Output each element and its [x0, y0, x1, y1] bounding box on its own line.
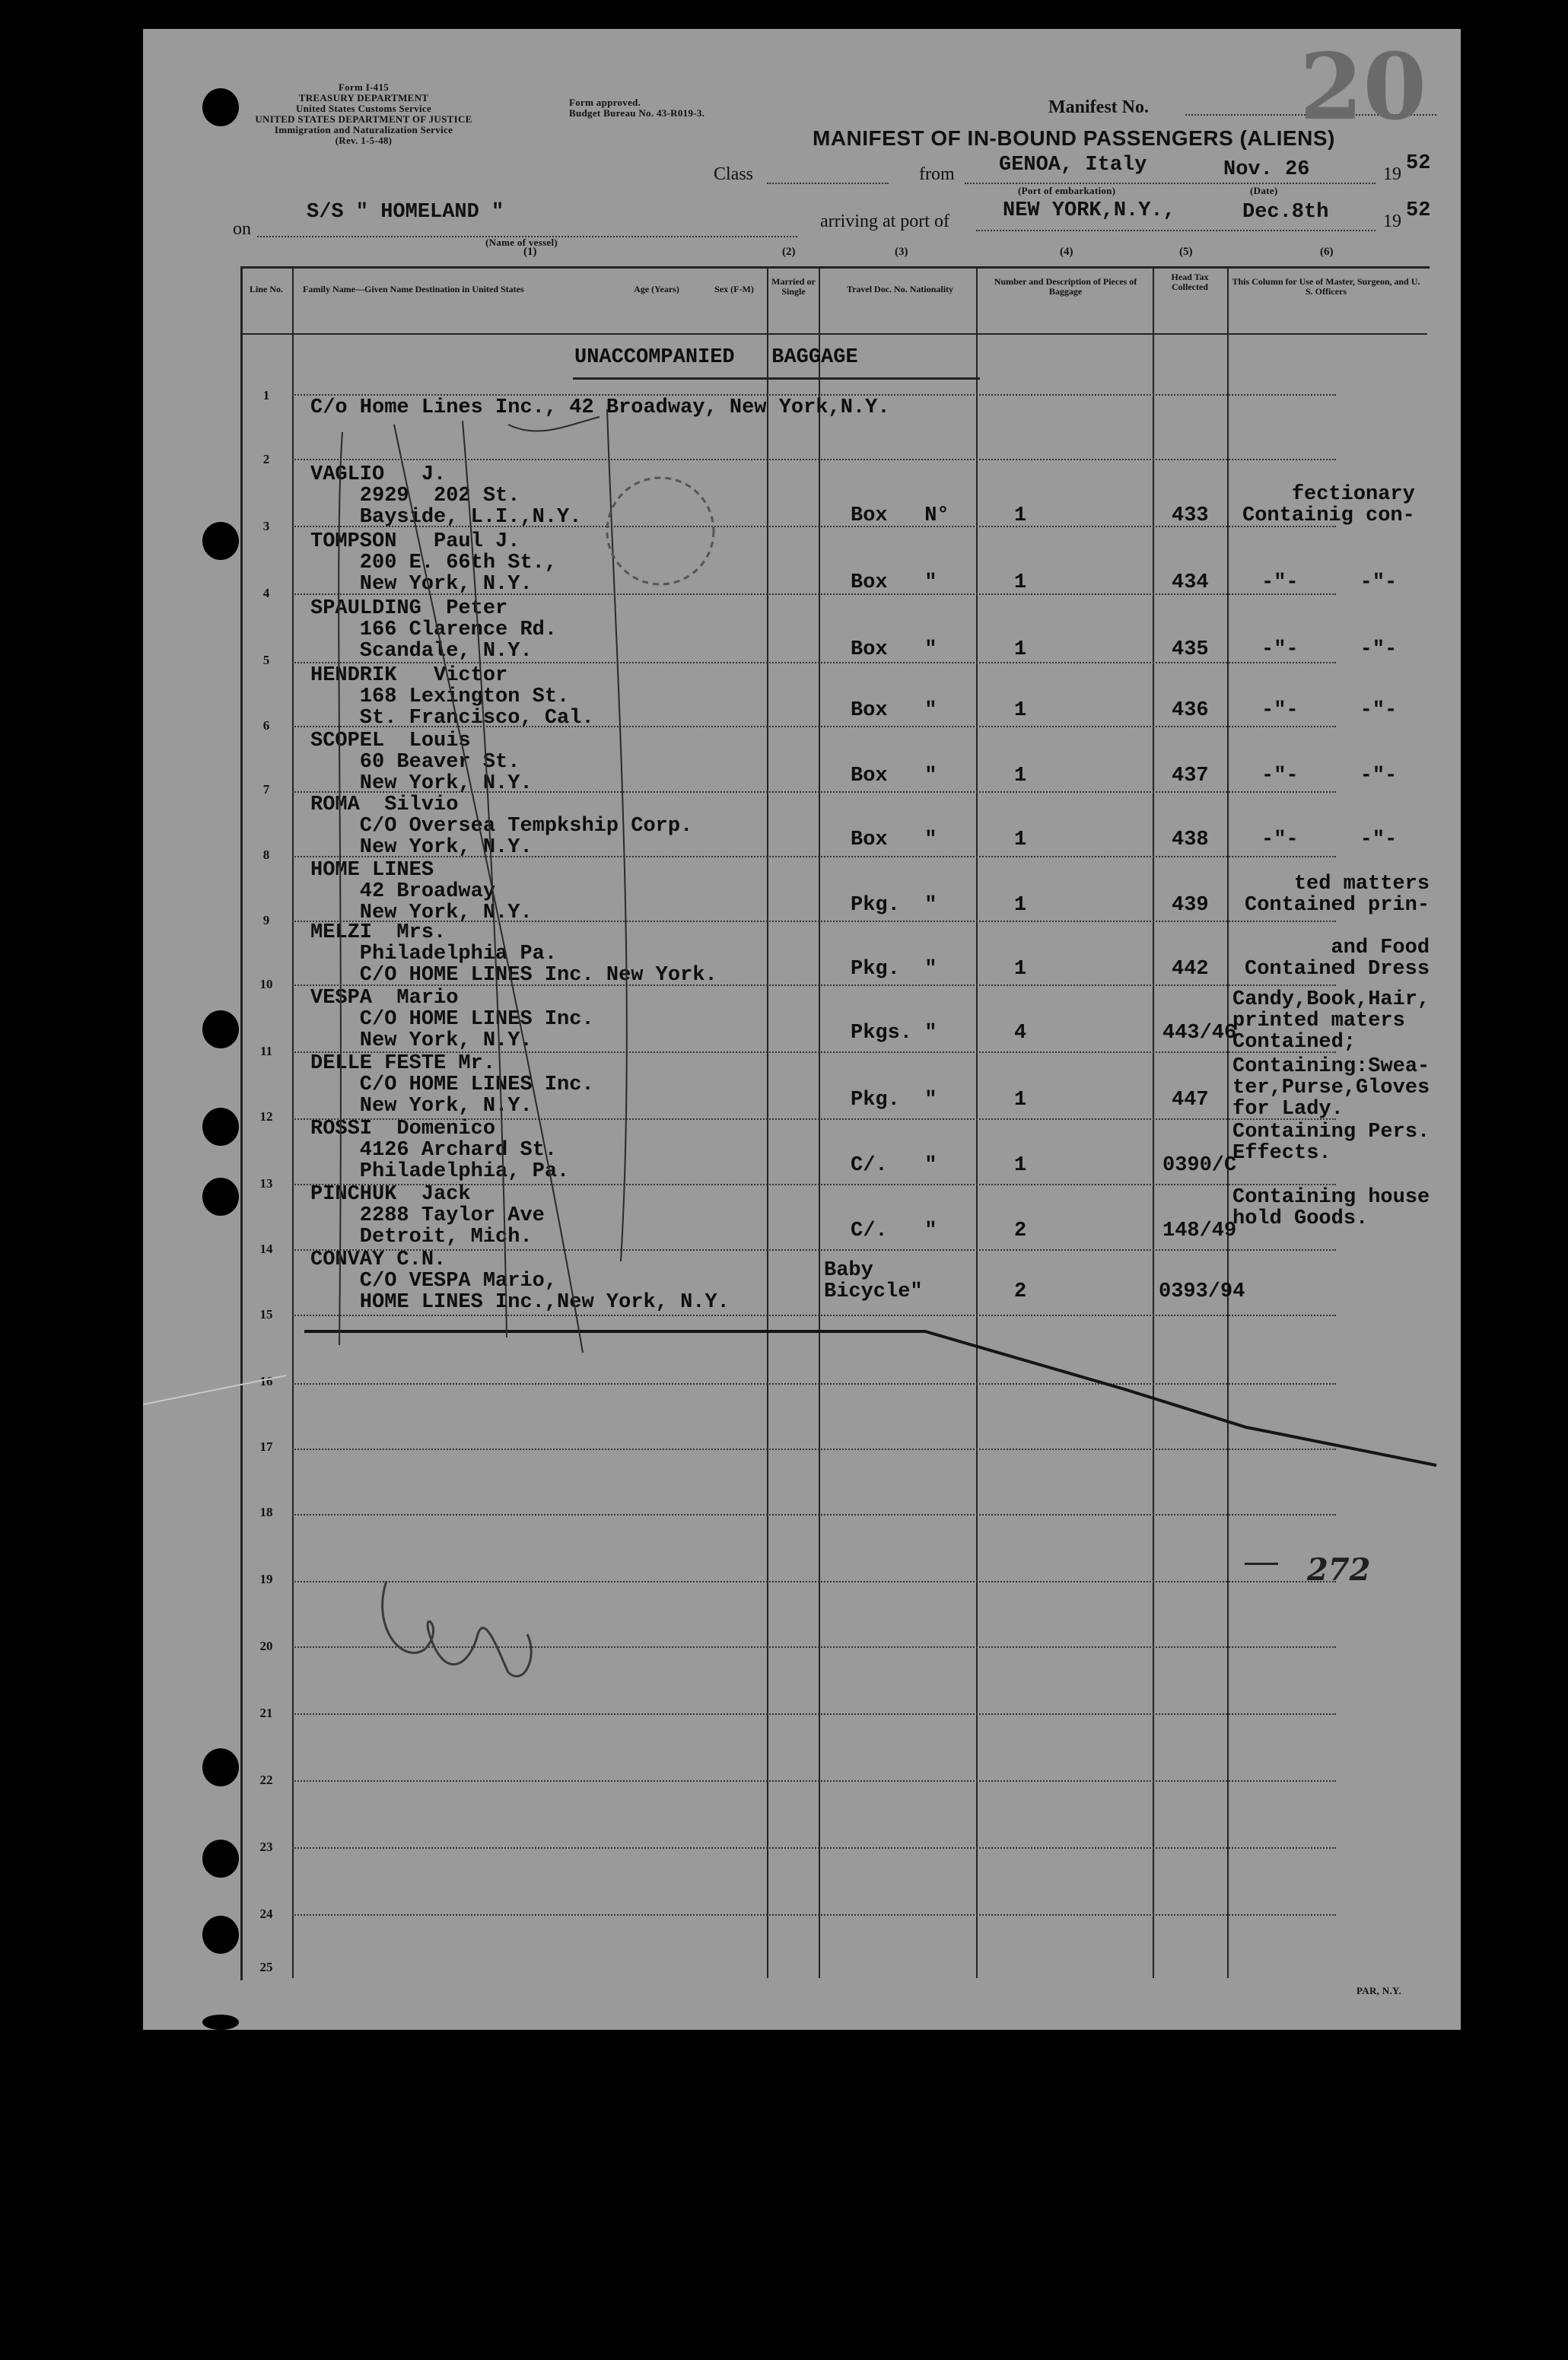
date-caption: (Date) [1250, 185, 1278, 196]
entry-piece-count: 2 [1014, 1220, 1027, 1242]
entry-name: VESPA Mario C/O HOME LINES Inc. New York, N.Y. [310, 987, 594, 1052]
manifest-title: MANIFEST OF IN-BOUND PASSENGERS (ALIENS) [813, 126, 1335, 150]
entry-tax-number: 439 [1172, 894, 1209, 917]
entry-name: ROSSI Domenico 4126 Archard St. Philadelphia, Pa. [310, 1118, 570, 1183]
arrival-date: Dec.8th [1242, 201, 1329, 224]
col-head-age: Age (Years) [634, 284, 679, 294]
from-label: from [919, 164, 955, 184]
entry-piece-count: 1 [1014, 638, 1027, 661]
entry-tax-number: 434 [1172, 571, 1209, 594]
entry-piece-count: 1 [1014, 504, 1027, 527]
line-number: 5 [262, 653, 270, 667]
binder-hole [202, 522, 239, 560]
manifest-number: 20 [1299, 33, 1426, 141]
entry-contents-note: Containing house hold Goods. [1232, 1186, 1430, 1230]
budget-bureau: Budget Bureau No. 43-R019-3. [569, 107, 705, 119]
entry-piece-count: 1 [1014, 1154, 1027, 1177]
line-number: 25 [259, 1960, 273, 1974]
entry-piece-count: 1 [1014, 1089, 1027, 1112]
line-number: 18 [259, 1505, 273, 1519]
line-number: 22 [259, 1773, 273, 1787]
on-label: on [233, 219, 251, 239]
line-number: 20 [259, 1639, 273, 1653]
class-line [767, 183, 889, 184]
entry-tax-number: 447 [1172, 1089, 1209, 1112]
entry-package-type: Box " [851, 638, 937, 661]
binder-hole [202, 1178, 239, 1216]
ins-service: Immigration and Naturalization Service [274, 124, 453, 135]
class-label: Class [714, 164, 754, 184]
entry-name: MELZI Mrs. Philadelphia Pa. C/O HOME LINES Inc. New York. [310, 921, 717, 987]
entry-name: SCOPEL Louis 60 Beaver St. New York, N.Y. [310, 730, 533, 795]
col-head-officers: This Column for Use of Master, Surgeon, and U. S. Officers [1232, 276, 1420, 297]
port-caption: (Port of embarkation) [1018, 185, 1116, 196]
approval-block [569, 97, 704, 119]
entry-package-type: Pkg. " [851, 894, 937, 917]
binder-hole [202, 1840, 239, 1878]
entry-tax-number: 437 [1172, 765, 1209, 787]
col-number-1: (1) [523, 246, 537, 258]
arrival-year-prefix: 19 [1383, 212, 1401, 231]
entry-piece-count: 1 [1014, 699, 1027, 722]
entry-contents-note: -"- -"- [1261, 699, 1398, 722]
binder-hole [202, 2015, 239, 2030]
entry-piece-count: 1 [1014, 894, 1027, 917]
entry-name: TOMPSON Paul J. 200 E. 66th St., New York, N.Y. [310, 530, 558, 596]
agency-block [234, 82, 493, 146]
entry-piece-count: 1 [1014, 765, 1027, 787]
col-number-5: (5) [1179, 246, 1193, 258]
line-number: 19 [259, 1572, 273, 1586]
entry-name: HENDRIK Victor 168 Lexington St. St. Francisco, Cal. [310, 664, 594, 730]
form-id: Form I-415 [338, 81, 390, 93]
entry-tax-number: 0390/C [1162, 1154, 1237, 1177]
binder-hole [202, 1108, 239, 1146]
row-rule [292, 1780, 1336, 1782]
line-number: 12 [259, 1109, 273, 1124]
col-number-3: (3) [895, 246, 908, 258]
line-number: 1 [262, 388, 270, 402]
entry-piece-count: 4 [1014, 1022, 1027, 1045]
from-line [965, 183, 1376, 184]
line-number: 11 [259, 1044, 273, 1058]
col-divider [292, 266, 294, 1978]
col-number-2: (2) [782, 246, 796, 258]
section-title: UNACCOMPANIED BAGGAGE [574, 346, 858, 369]
binder-hole [202, 88, 239, 126]
port-of-embarkation: GENOA, Italy [999, 154, 1147, 177]
line-number: 6 [262, 718, 270, 733]
row-rule [292, 1914, 1336, 1916]
row-rule [292, 1581, 1336, 1582]
entry-piece-count: 1 [1014, 829, 1027, 851]
entry-tax-number: 0393/94 [1159, 1280, 1245, 1303]
col-head-pieces: Number and Description of Pieces of Baggage [994, 276, 1137, 297]
line-number: 14 [259, 1242, 273, 1256]
entry-package-type: C/. " [851, 1220, 937, 1242]
entry-piece-count: 1 [1014, 571, 1027, 594]
stamp-dash [1245, 1563, 1278, 1565]
col-head-head-tax: Head Tax Collected [1171, 272, 1209, 292]
entry-contents-note: -"- -"- [1261, 638, 1398, 661]
stamp-number: 272 [1307, 1552, 1371, 1588]
justice-dept: UNITED STATES DEPARTMENT OF JUSTICE [255, 113, 472, 125]
entry-package-type: Box " [851, 571, 937, 594]
col-number-4: (4) [1060, 246, 1073, 258]
entry-package-type: Baby Bicycle" [824, 1259, 923, 1303]
treasury-dept: TREASURY DEPARTMENT [298, 92, 429, 103]
col-divider [767, 266, 768, 1978]
vessel-caption: (Name of vessel) [485, 237, 558, 248]
line-number: 16 [259, 1374, 273, 1388]
entry-name: ROMA Silvio C/O Oversea Tempkship Corp. New York, N.Y. [310, 794, 693, 859]
row-rule [292, 1449, 1336, 1450]
entry-package-type: Pkg. " [851, 958, 937, 981]
col-head-travel-doc: Travel Doc. No. Nationality [846, 284, 954, 294]
line-number: 24 [259, 1907, 273, 1921]
line-number: 15 [259, 1307, 273, 1322]
arrival-port: NEW YORK,N.Y., [1003, 199, 1175, 222]
entry-contents-note: fectionary Containig con- [1242, 483, 1415, 527]
col-divider [1227, 266, 1229, 1978]
section-underline [573, 377, 980, 380]
row-rule [292, 1315, 1336, 1316]
entry-package-type: Pkgs. " [851, 1022, 937, 1045]
entry-contents-note: Containing:Swea- ter,Purse,Gloves for Lady. [1232, 1055, 1430, 1121]
embarkation-year: 52 [1406, 152, 1431, 175]
entry-contents-note: ted matters Contained prin- [1245, 873, 1430, 917]
consignee-line: C/o Home Lines Inc., 42 Broadway, New York,N.Y. [310, 396, 890, 419]
line-number: 17 [259, 1439, 273, 1454]
col-number-6: (6) [1320, 246, 1334, 258]
entry-name: HOME LINES 42 Broadway New York, N.Y. [310, 859, 533, 924]
embarkation-date: Nov. 26 [1223, 158, 1310, 181]
printer-mark: PAR, N.Y. [1356, 1985, 1402, 1996]
line-number: 10 [259, 977, 273, 991]
row-rule [292, 1847, 1336, 1849]
entry-package-type: Pkg. " [851, 1089, 937, 1112]
entry-piece-count: 1 [1014, 958, 1027, 981]
row-rule [292, 1713, 1336, 1715]
line-number: 4 [262, 586, 270, 600]
col-divider [819, 266, 820, 1978]
entry-package-type: Box " [851, 765, 937, 787]
row-rule [292, 1383, 1336, 1385]
arrival-line [976, 230, 1376, 231]
line-number: 13 [259, 1176, 273, 1191]
entry-package-type: Box N° [851, 504, 949, 527]
row-rule [292, 1514, 1336, 1516]
entry-name: VAGLIO J. 2929 202 St. Bayside, L.I.,N.Y. [310, 463, 582, 529]
entry-tax-number: 436 [1172, 699, 1209, 722]
entry-tax-number: 442 [1172, 958, 1209, 981]
line-number: 3 [262, 519, 270, 533]
col-divider [976, 266, 978, 1978]
header-rule [240, 333, 1427, 335]
row-rule [292, 459, 1336, 460]
entry-name: CONVAY C.N. C/O VESPA Mario, HOME LINES Inc.,New York, N.Y. [310, 1248, 730, 1314]
entry-contents-note: -"- -"- [1261, 765, 1398, 787]
manifest-no-label: Manifest No. [1048, 97, 1149, 117]
entry-tax-number: 433 [1172, 504, 1209, 527]
col-head-sex: Sex (F-M) [714, 284, 754, 294]
entry-name: DELLE FESTE Mr. C/O HOME LINES Inc. New York, N.Y. [310, 1052, 594, 1118]
customs-service: United States Customs Service [295, 103, 432, 114]
binder-hole [202, 1748, 239, 1786]
entry-contents-note: -"- -"- [1261, 829, 1398, 851]
line-number: 21 [259, 1706, 273, 1720]
arrival-year: 52 [1406, 199, 1431, 222]
entry-package-type: Box " [851, 829, 937, 851]
arriving-label: arriving at port of [820, 212, 949, 231]
revision: (Rev. 1-5-48) [335, 135, 393, 146]
entry-contents-note: Containing Pers. Effects. [1232, 1121, 1430, 1165]
line-number: 7 [262, 782, 270, 797]
col-head-name: Family Name—Given Name Destination in United States [303, 284, 524, 294]
entry-package-type: C/. " [851, 1154, 937, 1177]
entry-tax-number: 443/46 [1162, 1022, 1237, 1045]
form-approved: Form approved. [569, 97, 641, 108]
row-rule [292, 1646, 1336, 1648]
line-number: 2 [262, 452, 270, 466]
entry-name: PINCHUK Jack 2288 Taylor Ave Detroit, Mich. [310, 1183, 545, 1248]
col-head-married: Married or Single [771, 276, 816, 297]
entry-contents-note: Candy,Book,Hair, printed maters Contained; [1232, 988, 1430, 1054]
binder-hole [202, 1916, 239, 1954]
line-number: 9 [262, 913, 270, 927]
line-number: 8 [262, 848, 270, 862]
entry-tax-number: 438 [1172, 829, 1209, 851]
entry-piece-count: 2 [1014, 1280, 1027, 1303]
manifest-page [143, 29, 1461, 2030]
entry-tax-number: 435 [1172, 638, 1209, 661]
row-rule [292, 394, 1336, 396]
entry-tax-number: 148/49 [1162, 1220, 1237, 1242]
entry-contents-note: and Food Contained Dress [1245, 937, 1430, 981]
entry-name: SPAULDING Peter 166 Clarence Rd. Scandale, N.Y. [310, 597, 558, 663]
binder-hole [202, 1010, 239, 1048]
year-prefix: 19 [1383, 164, 1401, 184]
col-head-line-no: Line No. [249, 284, 283, 294]
col-divider [1153, 266, 1154, 1978]
entry-package-type: Box " [851, 699, 937, 722]
line-number: 23 [259, 1840, 273, 1854]
entry-contents-note: -"- -"- [1261, 571, 1398, 594]
vessel-name: S/S " HOMELAND " [307, 201, 504, 224]
